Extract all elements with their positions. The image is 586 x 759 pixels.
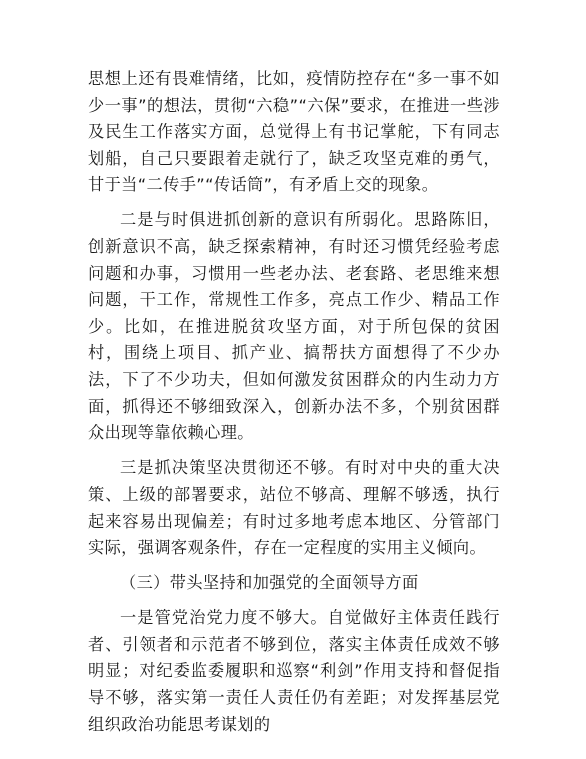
- paragraph-party-governance: 一是管党治党力度不够大。自觉做好主体责任践行者、引领者和示范者不够到位，落实主体责任成效不够明显；对纪委监委履职和巡察“利剑”作用支持和督促指导不够，落实第一责任人责任仍有差距；对发挥基层党组织政治功能思考谋划的: [88, 608, 500, 734]
- paragraph-decision-implementation: 三是抓决策坚决贯彻还不够。有时对中央的重大决策、上级的部署要求，站位不够高、理解不够透，执行起来容易出现偏差；有时过多地考虑本地区、分管部门实际，强调客观条件，存在一定程度的实用主义倾向。: [88, 458, 500, 558]
- paragraph-continuation: 思想上还有畏难情绪，比如，疫情防控存在“多一事不如少一事”的想法，贯彻“六稳”“六保”要求，在推进一些涉及民生工作落实方面，总觉得上有书记掌舵，下有同志划船，自己只要跟着走就行了，缺乏攻坚克难的勇气，甘于当“二传手”“传话筒”，有矛盾上交的现象。: [88, 69, 500, 195]
- section-heading: （三）带头坚持和加强党的全面领导方面: [120, 573, 419, 593]
- document-body: [88, 66, 500, 747]
- paragraph-innovation: 二是与时俱进抓创新的意识有所弱化。思路陈旧，创新意识不高，缺乏探索精神，有时还习惯凭经验考虑问题和办事，习惯用一些老办法、老套路、老思维来想问题，干工作，常规性工作多，亮点工作少、精品工作少。比如，在推进脱贫攻坚方面，对于所包保的贫困村，围绕上项目、抓产业、搞帮扶方面想得了不少办法，下了不少功夫，但如何激发贫困群众的内生动力方面，抓得还不够细致深入，创新办法不多，个别贫困群众出现等靠依赖心理。: [88, 210, 500, 443]
